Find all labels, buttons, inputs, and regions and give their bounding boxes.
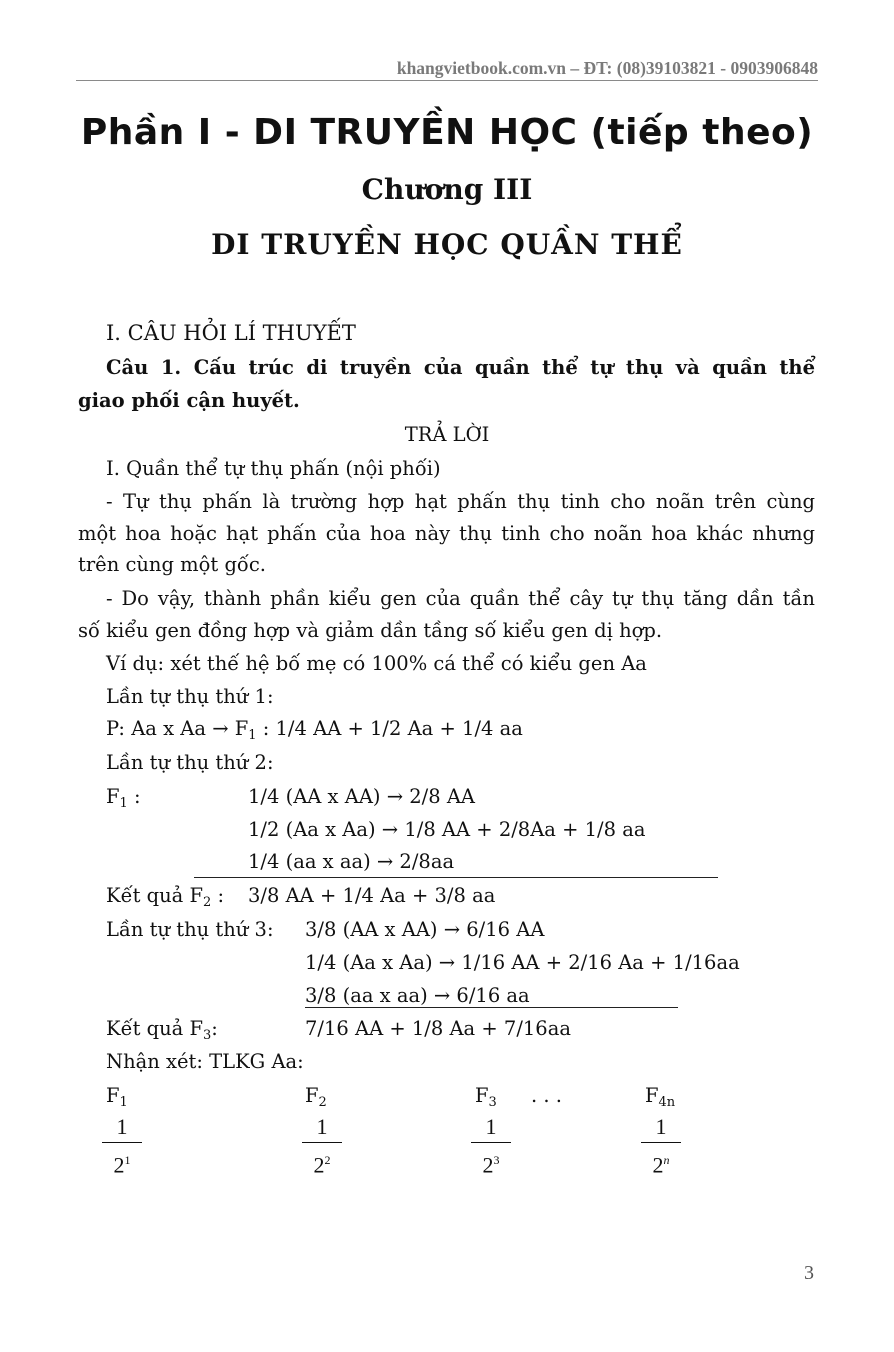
round3-label: Lần tự thụ thứ 3: [106, 918, 274, 941]
round1-cross: P: Aa x $Aa \to F_1$ : 1/4 AA + 1/2 Aa + 1/4 aa [106, 717, 523, 743]
para2-line-2: số kiểu gen đồng hợp và giảm dần tầng số kiểu gen dị hợp. [78, 619, 663, 642]
chapter-title: DI TRUYỀN HỌC QUẦN THỂ [211, 228, 683, 261]
para1-line-2: một hoa hoặc hạt phấn của hoa này thụ tinh cho noãn hoa khác nhưng [78, 522, 815, 545]
round3-sum-rule [305, 1007, 678, 1008]
gen-label-2: $F_2$ [305, 1084, 327, 1110]
fraction-numerator: 1 [116, 1114, 128, 1139]
fraction-gen-2 [302, 1114, 342, 1178]
gen-label-1: $F_1$ [106, 1084, 128, 1110]
para2-line-1: - Do vậy, thành phần kiểu gen của quần thể cây tự thụ tăng dần tần [106, 587, 815, 610]
answer-heading: TRẢ LỜI [404, 423, 490, 446]
fraction-denominator: $2^2$ [313, 1152, 331, 1178]
page-header: khangvietbook.com.vn – ĐT: (08)39103821 - 0903906848 [396, 58, 818, 78]
fraction-bar [102, 1142, 142, 1143]
round2-result-value: 3/8 AA + 1/4 Aa + 3/8 aa [248, 884, 496, 907]
fraction-denominator: $2^3$ [482, 1152, 500, 1178]
round1-label: Lần tự thụ thứ 1: [106, 685, 274, 708]
example-text: Ví dụ: xét thế hệ bố mẹ có 100% cá thể có kiểu gen Aa [106, 652, 647, 675]
part-title: Phần I - DI TRUYỀN HỌC (tiếp theo) [80, 112, 814, 153]
question-line-1: Câu 1. Cấu trúc di truyền của quần thể tự thụ và quần thể [106, 356, 815, 379]
para1-line-1: - Tự thụ phấn là trường hợp hạt phấn thụ tinh cho noãn trên cùng [106, 490, 815, 513]
fraction-numerator: 1 [655, 1114, 667, 1139]
fraction-denominator: $2^1$ [113, 1152, 131, 1178]
ellipsis: . . . [531, 1084, 562, 1107]
fraction-denominator: 2$^n$ [652, 1152, 670, 1178]
subsection-heading: I. Quần thể tự thụ phấn (nội phối) [106, 457, 441, 480]
para1-line-3: trên cùng một gốc. [78, 553, 266, 576]
round2-label: Lần tự thụ thứ 2: [106, 751, 274, 774]
round2-f-label: $F_1$ : [106, 785, 141, 811]
round3-result-value: 7/16 AA + 1/8 Aa + 7/16aa [305, 1017, 571, 1040]
gen-label-3: $F_3$ [475, 1084, 497, 1110]
fraction-gen-3 [471, 1114, 511, 1178]
remark-text: Nhận xét: TLKG Aa: [106, 1050, 304, 1073]
round2-row-3: 1/4 (aa x aa) → 2/8aa [248, 850, 455, 873]
round2-row-1: 1/4 (AA x AA) → 2/8 AA [248, 785, 476, 808]
fraction-bar [302, 1142, 342, 1143]
round2-row-2: 1/2 (Aa x Aa) → 1/8 AA + 2/8Aa + 1/8 aa [248, 818, 646, 841]
round3-row-1: 3/8 (AA x AA) → 6/16 AA [305, 918, 545, 941]
round2-result: Kết quả $F_2$ : [106, 884, 225, 910]
question-line-2: giao phối cận huyết. [78, 389, 300, 412]
chapter-label: Chương III [361, 173, 533, 206]
fraction-gen-4n [641, 1114, 681, 1178]
fraction-numerator: 1 [485, 1114, 497, 1139]
section-heading: I. CÂU HỎI LÍ THUYẾT [106, 321, 356, 345]
fraction-numerator: 1 [316, 1114, 328, 1139]
round3-result: Kết quả $F_3$: [106, 1017, 218, 1043]
round2-sum-rule [194, 877, 718, 878]
fraction-gen-1 [102, 1114, 142, 1178]
header-rule [76, 80, 818, 81]
round3-row-2: 1/4 (Aa x Aa) → 1/16 AA + 2/16 Aa + 1/16aa [305, 951, 740, 974]
page-number: 3 [804, 1262, 814, 1284]
fraction-bar [641, 1142, 681, 1143]
round3-row-3: 3/8 (aa x aa) → 6/16 aa [305, 984, 530, 1007]
gen-label-4n: $F_{4n}$ [645, 1084, 676, 1110]
fraction-bar [471, 1142, 511, 1143]
